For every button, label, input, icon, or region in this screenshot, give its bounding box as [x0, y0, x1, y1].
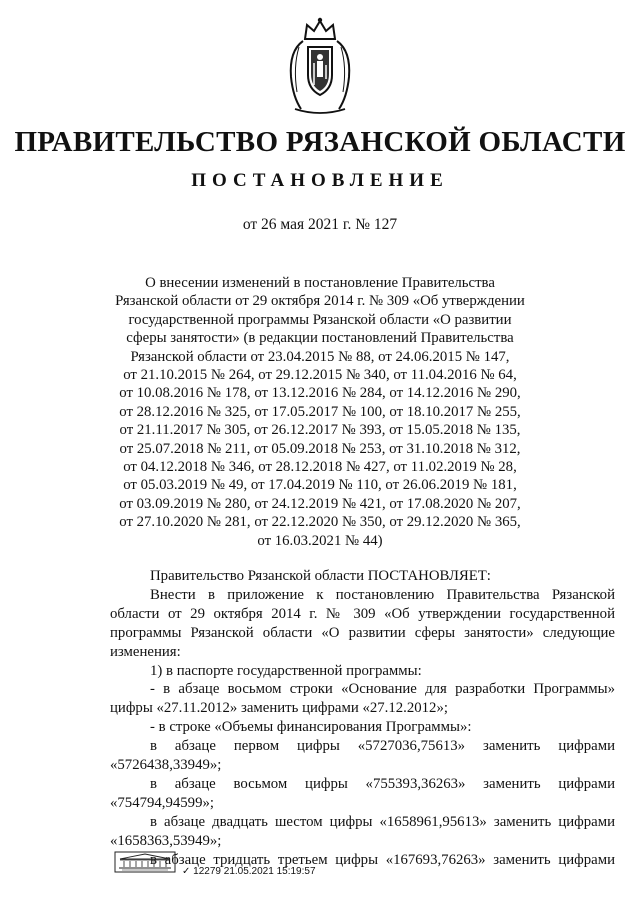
amendment-item-1b: - в строке «Объемы финансирования Программы»: [150, 719, 472, 736]
document-body [110, 567, 615, 870]
paragraph-first-change: в абзаце первом цифры «5727036,75613» заменить цифрами [150, 738, 615, 755]
subject-line: от 10.08.2016 № 178, от 13.12.2016 № 284, от 14.12.2016 № 290, [119, 385, 521, 402]
paragraph-eighth-change-cont: «754794,94599»; [110, 794, 214, 811]
subject-line: Рязанской области от 29 октября 2014 г. № 309 «Об утверждении [115, 293, 525, 310]
subject-line: сферы занятости» (в редакции постановлений Правительства [126, 330, 514, 347]
subject-line: от 16.03.2021 № 44) [257, 532, 383, 549]
paragraph-26-change-cont: «1658363,53949»; [110, 832, 222, 849]
subject-line: от 21.10.2015 № 264, от 29.12.2015 № 340, от 11.04.2016 № 64, [123, 367, 517, 384]
amendment-item-1a: - в абзаце восьмом строки «Основание для разработки Программы» цифры «27.11.2012» заменить цифрами «27.12.2012»; [110, 681, 615, 717]
subject-line: государственной программы Рязанской области «О развитии [128, 311, 512, 328]
subject-line: от 05.03.2019 № 49, от 17.04.2019 № 110, от 26.06.2019 № 181, [123, 477, 517, 494]
paragraph-33-change: в абзаце тридцать третьем цифры «167693,76263» заменить цифрами [150, 851, 615, 868]
document-date-number: от 26 мая 2021 г. № 127 [242, 216, 398, 233]
subject-line: от 25.07.2018 № 211, от 05.09.2018 № 253, от 31.10.2018 № 312, [119, 440, 521, 457]
registration-stamp [182, 866, 316, 877]
subject-line: от 04.12.2018 № 346, от 28.12.2018 № 427, от 11.02.2019 № 28, [123, 459, 517, 476]
document-subject [90, 274, 550, 550]
resolution-statement: Правительство Рязанской области ПОСТАНОВЛЯЕТ: [150, 568, 491, 584]
amendment-item-1: 1) в паспорте государственной программы: [150, 662, 422, 679]
subject-line: от 03.09.2019 № 280, от 24.12.2019 № 421, от 17.08.2020 № 207, [119, 495, 521, 512]
subject-line: от 28.12.2016 № 325, от 17.05.2017 № 100, от 18.10.2017 № 255, [119, 403, 521, 420]
ryazan-coat-of-arms-icon [287, 17, 353, 117]
registration-text: 12279 21.05.2021 15:19:57 [193, 866, 316, 877]
document-type: ПОСТАНОВЛЕНИЕ [191, 170, 449, 191]
subject-line: Рязанской области от 23.04.2015 № 88, от 24.06.2015 № 147, [130, 348, 510, 365]
paragraph-eighth-change: в абзаце восьмом цифры «755393,36263» заменить цифрами [150, 775, 615, 792]
subject-line: О внесении изменений в постановление Правительства [145, 275, 495, 291]
intro-paragraph: Внести в приложение к постановлению Правительства Рязанской области от 29 октября 2014 г. № 309 «Об утверждении государственной программы Рязанской области «О развитии сферы занятости» следующие изменения: [110, 586, 615, 660]
paragraph-first-change-cont: «5726438,33949»; [110, 757, 222, 774]
parliament-building-stamp-icon [114, 851, 176, 873]
paragraph-26-change: в абзаце двадцать шестом цифры «1658961,95613» заменить цифрами [150, 813, 615, 830]
subject-line: от 21.11.2017 № 305, от 26.12.2017 № 393, от 15.05.2018 № 135, [119, 422, 521, 439]
registration-mark-icon: ✓ [182, 866, 191, 877]
government-title: ПРАВИТЕЛЬСТВО РЯЗАНСКОЙ ОБЛАСТИ [14, 126, 626, 158]
subject-line: от 27.10.2020 № 281, от 22.12.2020 № 350, от 29.12.2020 № 365, [119, 514, 521, 531]
